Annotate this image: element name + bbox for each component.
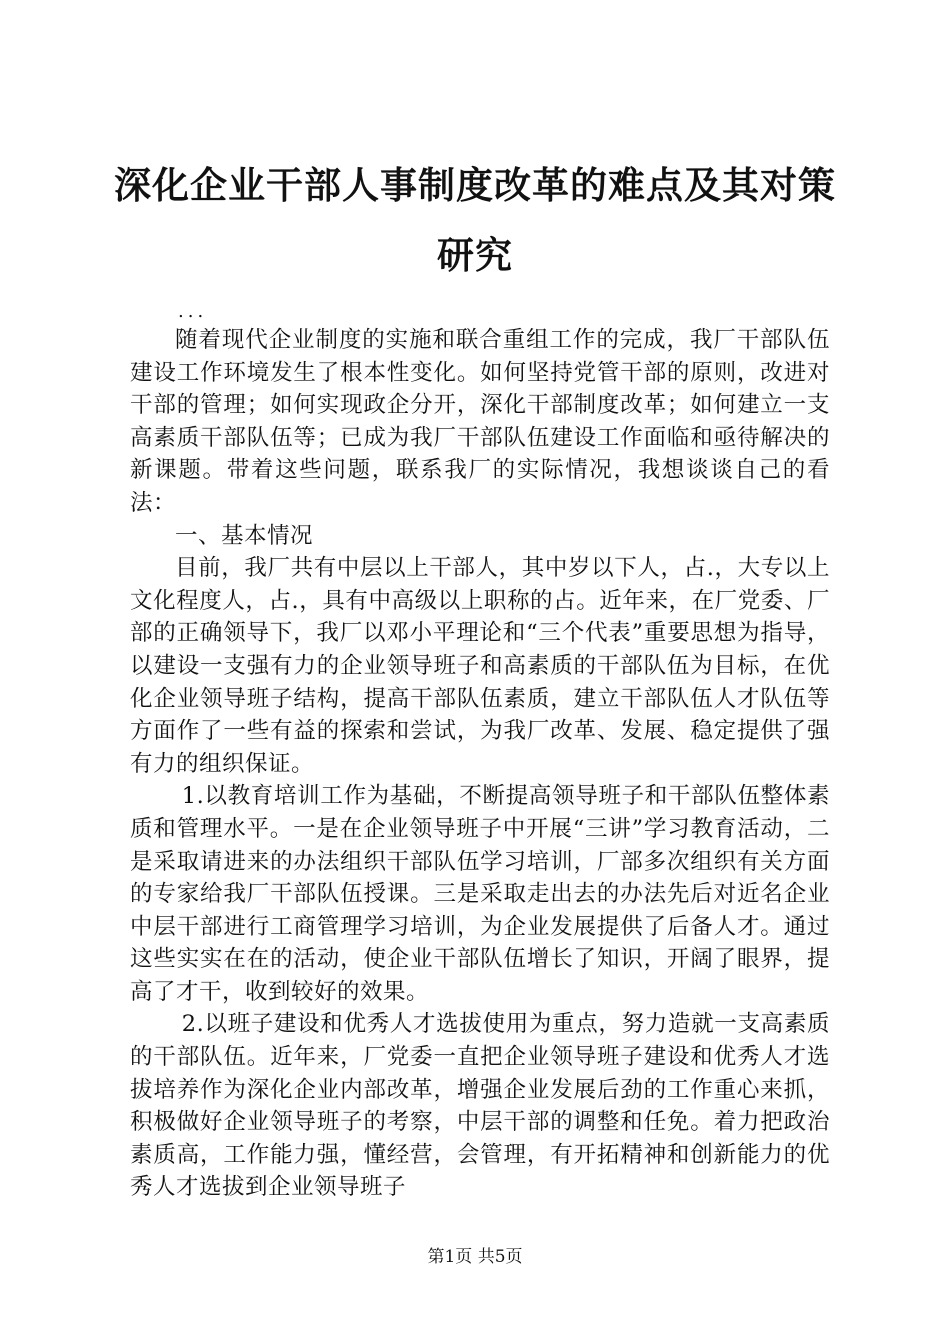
- page-footer: 第1页 共5页: [427, 1247, 523, 1267]
- paragraph-item-2: 2.以班子建设和优秀人才选拔使用为重点，努力造就一支高素质的干部队伍。近年来，厂党委一直把企业领导班子建设和优秀人才选拔培养作为深化企业内部改革，增强企业发展后劲的工作重心来抓，积极做好企业领导班子的考察，中层干部的调整和任免。着力把政治素质高，工作能力强，懂经营，会管理，有开拓精神和创新能力的优秀人才选拔到企业领导班子: [130, 1011, 830, 1201]
- ellipsis-marker: ...: [178, 301, 208, 322]
- paragraph-basic-situation: 目前，我厂共有中层以上干部人，其中岁以下人，占.，大专以上文化程度人，占.，具有中高级以上职称的占。近年来，在厂党委、厂部的正确领导下，我厂以邓小平理论和“三个代表”重要思想为指导，以建设一支强有力的企业领导班子和高素质的干部队伍为目标，在优化企业领导班子结构，提高干部队伍素质，建立干部队伍人才队伍等方面作了一些有益的探索和尝试，为我厂改革、发展、稳定提供了强有力的组织保证。: [130, 555, 830, 777]
- document-body: [130, 324, 830, 1204]
- paragraph-item-1: 1.以教育培训工作为基础，不断提高领导班子和干部队伍整体素质和管理水平。一是在企业领导班子中开展“三讲”学习教育活动，二是采取请进来的办法组织干部队伍学习培训，厂部多次组织有关方面的专家给我厂干部队伍授课。三是采取走出去的办法先后对近名企业中层干部进行工商管理学习培训，为企业发展提供了后备人才。通过这些实实在在的活动，使企业干部队伍增长了知识，开阔了眼界，提高了才干，收到较好的效果。: [130, 783, 830, 1005]
- paragraph-intro: 随着现代企业制度的实施和联合重组工作的完成，我厂干部队伍建设工作环境发生了根本性变化。如何坚持党管干部的原则，改进对干部的管理；如何实现政企分开，深化干部制度改革；如何建立一支高素质干部队伍等；已成为我厂干部队伍建设工作面临和亟待解决的新课题。带着这些问题，联系我厂的实际情况，我想谈谈自己的看法：: [130, 327, 830, 516]
- document-title: 深化企业干部人事制度改革的难点及其对策研究: [114, 163, 836, 277]
- section-heading: 一、基本情况: [175, 522, 314, 549]
